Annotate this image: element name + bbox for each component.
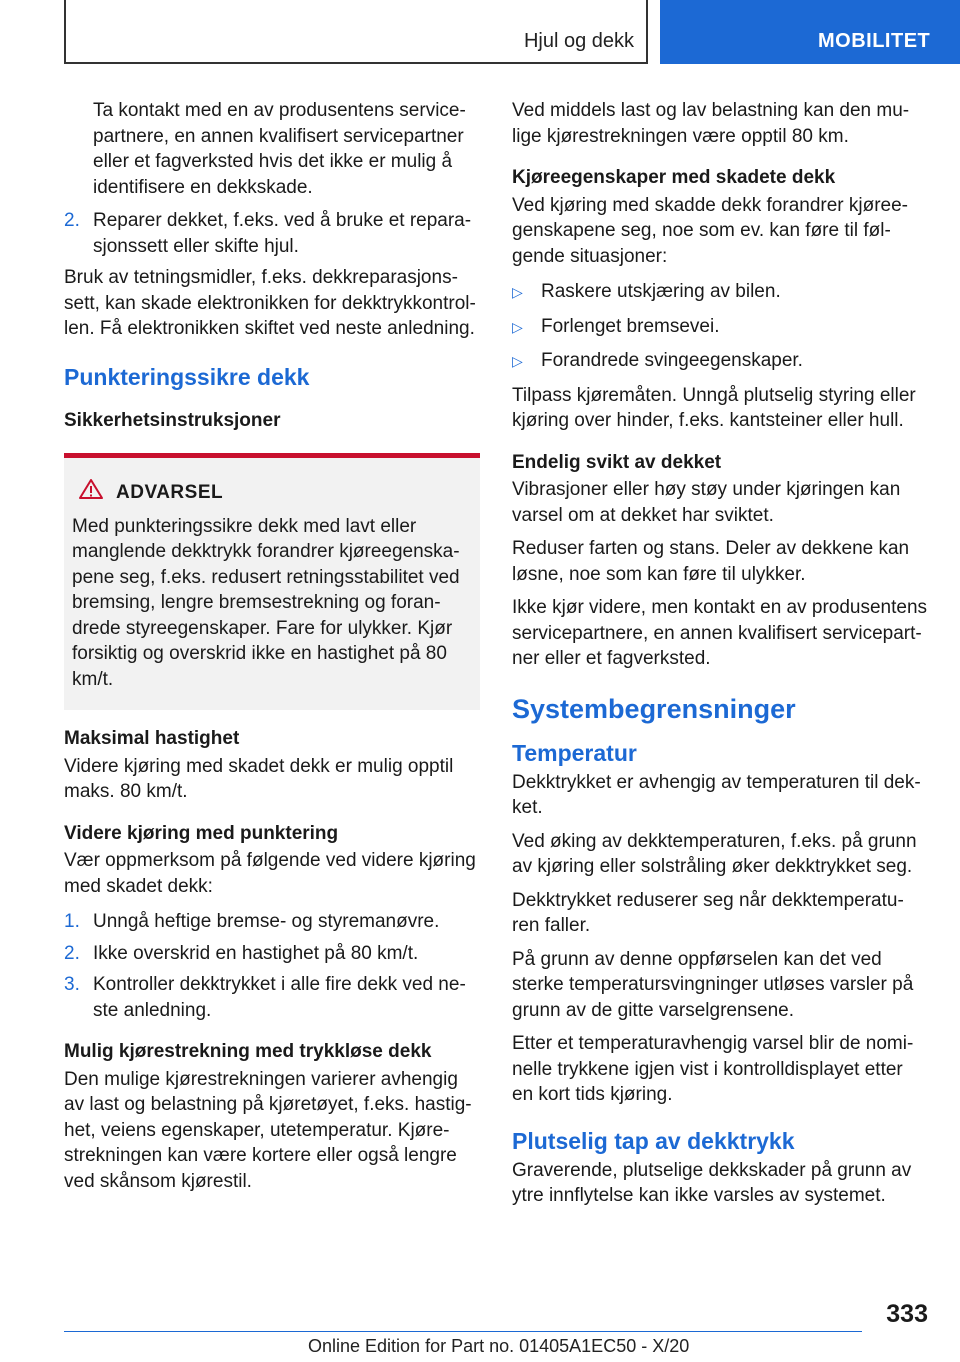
paragraph: Ved middels last og lav belastning kan den mu-lige kjørestrekningen være opptil 80 km. [512, 100, 910, 147]
list-item [512, 348, 928, 375]
list-item [64, 208, 480, 259]
paragraph: Ved øking av dekktemperaturen, f.eks. på grunn av kjøring eller solstråling øker dekktrykket seg. [512, 830, 917, 877]
list-item [64, 909, 480, 935]
subheading-range: Mulig kjørestrekning med trykkløse dekk [64, 1041, 432, 1062]
subheading-safety: Sikkerhetsinstruksjoner [64, 409, 281, 431]
warning-triangle-icon [72, 478, 116, 508]
list-text: Raskere utskjæring av bilen. [541, 281, 781, 302]
list-text: Reparer dekket, f.eks. ved å bruke et repara-sjonssett eller skifte hjul. [93, 210, 472, 257]
list-item [64, 972, 480, 1023]
chapter-tab[interactable]: MOBILITET [660, 0, 960, 64]
paragraph: Videre kjøring med skadet dekk er mulig opptil maks. 80 km/t. [64, 755, 454, 802]
list-text: Forlenget bremsevei. [541, 315, 720, 337]
paragraph: Vær oppmerksom på følgende ved videre kjøring med skadet dekk: [64, 850, 476, 897]
list-item [64, 941, 480, 967]
paragraph: Tilpass kjøremåten. Unngå plutselig styring eller kjøring over hinder, f.eks. kantsteiner eller hull. [512, 384, 916, 431]
page-number: 333 [886, 1300, 928, 1328]
list-number: 2. [64, 942, 80, 964]
list-text: Forandrede svingeegenskaper. [541, 350, 803, 371]
paragraph: Vibrasjoner eller høy støy under kjøringen kan varsel om at dekket har sviktet. [512, 479, 901, 526]
steps-list [64, 909, 480, 1023]
paragraph: Ved kjøring med skadde dekk forandrer kjøree-genskapene seg, noe som ev. kan føre til føl-gende situasjoner: [512, 194, 909, 267]
bullet-list [512, 279, 928, 375]
heading-temperature: Temperatur [512, 739, 637, 766]
section-title: Hjul og dekk [523, 30, 634, 52]
paragraph: Den mulige kjørestrekningen varierer avhengig av last og belastning på kjøretøyet, f.eks. hastig-het, veiens egenskaper, utetemperatur. Kjøre-strekningen kan være kortere eller også lengre ved skånsom kjørestil. [64, 1068, 472, 1192]
footer-divider [64, 1331, 862, 1332]
paragraph: Ikke kjør videre, men kontakt en av produsentens servicepartnere, en annen kvalifisert servicepart-ner eller et fagverksted. [512, 597, 928, 669]
paragraph: Dekktrykket er avhengig av temperaturen til dek-ket. [512, 771, 921, 818]
subheading-failure: Endelig svikt av dekket [512, 451, 722, 473]
list-number: 3. [64, 974, 80, 995]
footer-edition: Online Edition for Part no. 01405A1EC50 - X/20 [308, 1336, 690, 1356]
triangle-bullet-icon: ▷ [512, 353, 523, 369]
warning-text: Med punkteringssikre dekk med lavt eller manglende dekktrykk forandrer kjøreegenska-pene seg, f.eks. redusert retningsstabilitet ved bremsing, lengre bremsestrekning og foran-drede styreegenskaper. Fare for ulykker. Kjør forsiktig og overskrid ikke en hastighet på 80 km/t. [72, 515, 460, 690]
triangle-bullet-icon: ▷ [512, 318, 523, 335]
subheading-handling: Kjøreegenskaper med skadete dekk [512, 167, 836, 188]
list-text: Kontroller dekktrykket i alle fire dekk ved ne-ste anledning. [93, 974, 466, 1021]
paragraph: Bruk av tetningsmidler, f.eks. dekkreparasjons-sett, kan skade elektronikken for dekktrykkontrol-len. Få elektronikken skiftet ved neste anledning. [64, 267, 476, 339]
list-continuation: Ta kontakt med en av produsentens service-partnere, en annen kvalifisert servicepartner eller et fagverksted hvis det ikke er mulig å identifisere en dekkskade. [93, 100, 466, 198]
list-item [512, 314, 928, 341]
list-number: 1. [64, 911, 80, 932]
heading-pressure-loss: Plutselig tap av dekktrykk [512, 1127, 795, 1154]
subheading-maxspeed: Maksimal hastighet [64, 728, 240, 749]
list-text: Unngå heftige bremse- og styremanøvre. [93, 911, 440, 932]
triangle-bullet-icon: ▷ [512, 284, 523, 300]
left-column [64, 98, 480, 1202]
warning-box [64, 453, 480, 710]
list-item [512, 279, 928, 306]
list-number: 2. [64, 210, 80, 231]
paragraph: Etter et temperaturavhengig varsel blir de nomi-nelle trykkene igjen vist i kontrolldisplayet etter en kort tids kjøring. [512, 1033, 914, 1105]
warning-title: ADVARSEL [116, 482, 224, 503]
right-column [512, 98, 928, 1217]
heading-system-limits: Systembegrensninger [512, 693, 796, 724]
warning-header [72, 478, 470, 508]
paragraph: Reduser farten og stans. Deler av dekkene kan løsne, noe som kan føre til ulykker. [512, 538, 910, 585]
paragraph: På grunn av denne oppførselen kan det ved sterke temperatursvingninger utløses varsler på grunn av de gitte varselgrensene. [512, 948, 914, 1021]
subheading-continue: Videre kjøring med punktering [64, 822, 339, 844]
paragraph: Dekktrykket reduserer seg når dekktemperatu-ren faller. [512, 889, 904, 936]
list-text: Ikke overskrid en hastighet på 80 km/t. [93, 942, 419, 964]
paragraph: Graverende, plutselige dekkskader på grunn av ytre innflytelse kan ikke varsles av systemet. [512, 1159, 912, 1206]
heading-runflat: Punkteringssikre dekk [64, 363, 310, 390]
header-frame [64, 0, 648, 64]
